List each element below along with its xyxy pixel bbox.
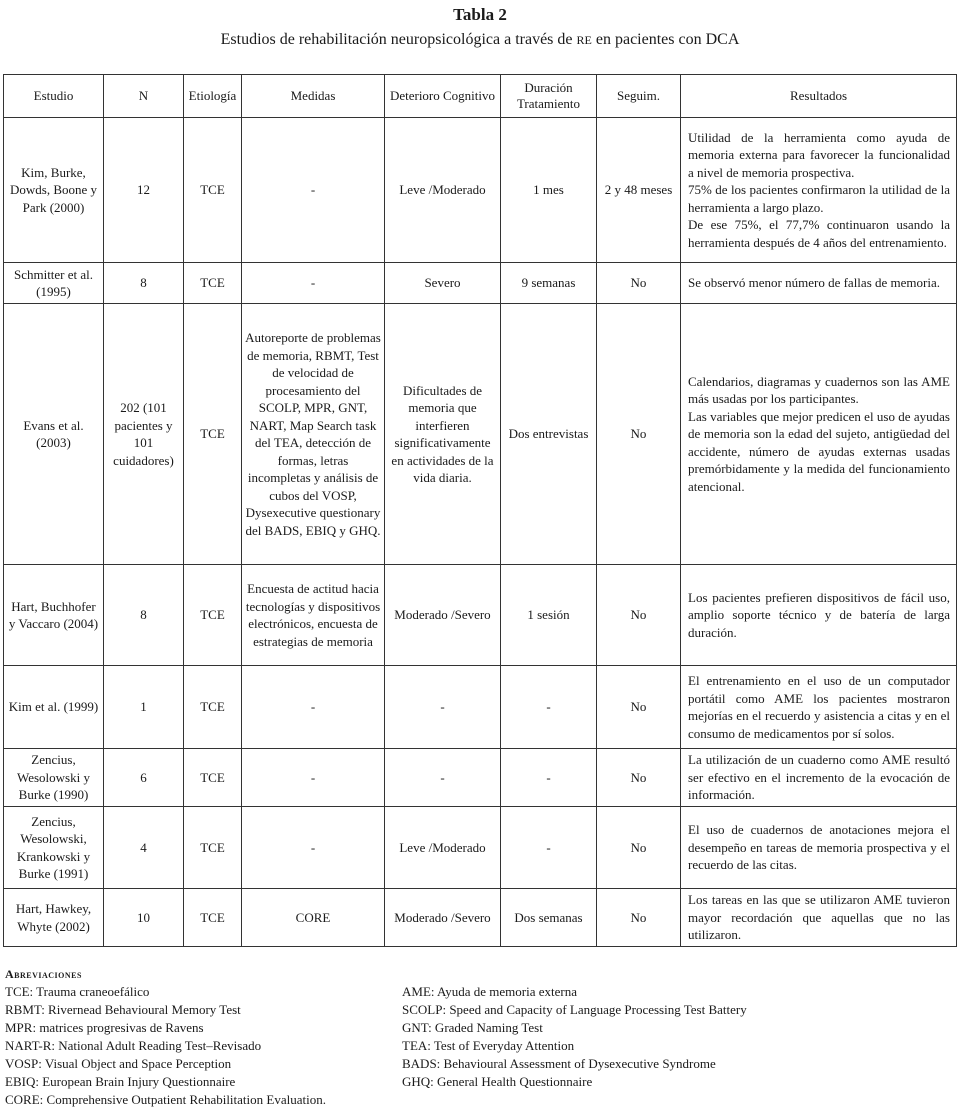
table-row <box>4 889 957 947</box>
abbreviation-item: VOSP: Visual Object and Space Perception <box>5 1056 232 1071</box>
subtitle-text-start: Estudios de rehabilitación neuropsicológica a través de <box>220 31 577 48</box>
abbreviations-title: Abreviaciones <box>5 967 82 981</box>
abbreviations-left-column <box>5 983 326 1109</box>
header-row <box>4 75 957 118</box>
cell-estudio: Evans et al. (2003) <box>4 304 104 565</box>
header-seguim: Seguim. <box>597 75 681 118</box>
abbreviation-item: SCOLP: Speed and Capacity of Language Processing Test Battery <box>402 1002 747 1017</box>
subtitle-text-end: en pacientes con DCA <box>591 31 740 48</box>
cell-seguim: No <box>597 889 681 947</box>
cell-duracion: 1 sesión <box>501 565 597 666</box>
cell-estudio: Hart, Hawkey, Whyte (2002) <box>4 889 104 947</box>
cell-seguim: No <box>597 807 681 889</box>
cell-duracion: Dos entrevistas <box>501 304 597 565</box>
cell-etiologia: TCE <box>184 565 242 666</box>
cell-etiologia: TCE <box>184 666 242 749</box>
cell-duracion: - <box>501 807 597 889</box>
cell-resultados <box>681 749 957 807</box>
cell-deterioro: - <box>385 749 501 807</box>
table-row <box>4 807 957 889</box>
table-body <box>4 118 957 947</box>
cell-n: 8 <box>104 263 184 304</box>
result-paragraph: La utilización de un cuaderno como AME resultó ser efectivo en el incremento de la evocación de información. <box>688 752 950 803</box>
abbreviations-right-column <box>402 983 747 1091</box>
result-paragraph: De ese 75%, el 77,7% continuaron usando la herramienta después de 4 años del entrenamiento. <box>688 217 950 250</box>
cell-n: 8 <box>104 565 184 666</box>
cell-medidas: - <box>242 749 385 807</box>
result-paragraph: Se observó menor número de fallas de memoria. <box>688 275 940 291</box>
cell-etiologia: TCE <box>184 118 242 263</box>
table-row <box>4 263 957 304</box>
cell-resultados <box>681 889 957 947</box>
header-etiologia: Etiología <box>184 75 242 118</box>
cell-estudio: Hart, Buchhofer y Vaccaro (2004) <box>4 565 104 666</box>
result-paragraph: Las variables que mejor predicen el uso de ayudas de memoria son la edad del sujeto, antigüedad del accidente, número de ayudas externas usadas premórbidamente y la medida del funcionamiento atencional. <box>688 408 950 494</box>
cell-n: 10 <box>104 889 184 947</box>
table-row <box>4 118 957 263</box>
cell-duracion: - <box>501 749 597 807</box>
header-estudio: Estudio <box>4 75 104 118</box>
cell-resultados <box>681 304 957 565</box>
cell-seguim: No <box>597 304 681 565</box>
header-duracion: Duración Tratamiento <box>501 75 597 118</box>
result-paragraph: El uso de cuadernos de anotaciones mejora el desempeño en tareas de memoria prospectiva y el recuerdo de las citas. <box>688 822 950 873</box>
cell-etiologia: TCE <box>184 807 242 889</box>
cell-deterioro: - <box>385 666 501 749</box>
result-paragraph: Utilidad de la herramienta como ayuda de memoria externa para favorecer la funcionalidad a nivel de memoria prospectiva. <box>688 129 950 180</box>
abbreviation-item: EBIQ: European Brain Injury Questionnaire <box>5 1074 236 1089</box>
cell-deterioro: Moderado /Severo <box>385 565 501 666</box>
abbreviation-item: CORE: Comprehensive Outpatient Rehabilitation Evaluation. <box>5 1092 326 1107</box>
cell-etiologia: TCE <box>184 889 242 947</box>
cell-resultados <box>681 666 957 749</box>
cell-seguim: No <box>597 749 681 807</box>
cell-deterioro: Moderado /Severo <box>385 889 501 947</box>
cell-n: 4 <box>104 807 184 889</box>
cell-resultados <box>681 263 957 304</box>
cell-medidas: - <box>242 118 385 263</box>
abbreviation-item: TEA: Test of Everyday Attention <box>402 1038 575 1053</box>
table-row <box>4 304 957 565</box>
table-subtitle <box>0 30 960 50</box>
table-row <box>4 565 957 666</box>
subtitle-re-abbrev: RE <box>576 33 592 47</box>
result-paragraph: 75% de los pacientes confirmaron la utilidad de la herramienta a largo plazo. <box>688 182 950 215</box>
cell-n: 202 (101 pacientes y 101 cuidadores) <box>104 304 184 565</box>
table-title: Tabla 2 <box>453 5 507 24</box>
studies-table <box>3 74 957 947</box>
cell-medidas: CORE <box>242 889 385 947</box>
cell-estudio: Zencius, Wesolowski y Burke (1990) <box>4 749 104 807</box>
cell-duracion: - <box>501 666 597 749</box>
cell-seguim: No <box>597 565 681 666</box>
cell-medidas: - <box>242 807 385 889</box>
cell-seguim: No <box>597 666 681 749</box>
result-paragraph: Los tareas en las que se utilizaron AME tuvieron mayor recordación que aquellas que no las utilizaron. <box>688 892 950 943</box>
cell-etiologia: TCE <box>184 263 242 304</box>
header-deterioro: Deterioro Cognitivo <box>385 75 501 118</box>
header-n: N <box>104 75 184 118</box>
result-paragraph: El entrenamiento en el uso de un computador portátil como AME los pacientes mostraron mejorías en el recuerdo y asistencia a citas y en el consumo de medicamentos por sí solos. <box>688 673 950 741</box>
abbreviation-item: GNT: Graded Naming Test <box>402 1020 543 1035</box>
cell-deterioro: Severo <box>385 263 501 304</box>
cell-seguim: 2 y 48 meses <box>597 118 681 263</box>
cell-estudio: Kim, Burke, Dowds, Boone y Park (2000) <box>4 118 104 263</box>
abbreviation-item: MPR: matrices progresivas de Ravens <box>5 1020 204 1035</box>
abbreviation-item: RBMT: Rivernead Behavioural Memory Test <box>5 1002 241 1017</box>
abbreviation-item: TCE: Trauma craneoefálico <box>5 984 150 999</box>
cell-etiologia: TCE <box>184 304 242 565</box>
cell-deterioro: Leve /Moderado <box>385 807 501 889</box>
cell-medidas: Autoreporte de problemas de memoria, RBMT, Test de velocidad de procesamiento del SCOLP, MPR, GNT, NART, Map Search task del TEA, detección de formas, letras incompletas y análisis de cubos del VOSP, Dysexecutive questionary del BADS, EBIQ y GHQ. <box>242 304 385 565</box>
cell-duracion: 9 semanas <box>501 263 597 304</box>
cell-duracion: Dos semanas <box>501 889 597 947</box>
abbreviation-item: NART-R: National Adult Reading Test–Revisado <box>5 1038 262 1053</box>
abbreviations-section <box>5 965 955 1107</box>
cell-estudio: Zencius, Wesolowski, Krankowski y Burke (1991) <box>4 807 104 889</box>
cell-etiologia: TCE <box>184 749 242 807</box>
result-paragraph: Calendarios, diagramas y cuadernos son las AME más usadas por los participantes. <box>688 373 950 407</box>
cell-duracion: 1 mes <box>501 118 597 263</box>
result-paragraph: Los pacientes prefieren dispositivos de fácil uso, amplio soporte técnico y de batería de larga duración. <box>688 589 950 640</box>
cell-resultados <box>681 565 957 666</box>
table-row <box>4 666 957 749</box>
abbreviation-item: BADS: Behavioural Assessment of Dysexecutive Syndrome <box>402 1056 716 1071</box>
cell-medidas: - <box>242 263 385 304</box>
table-row <box>4 749 957 807</box>
cell-medidas: - <box>242 666 385 749</box>
abbreviation-item: GHQ: General Health Questionnaire <box>402 1074 593 1089</box>
cell-deterioro: Dificultades de memoria que interfieren significativamente en actividades de la vida diaria. <box>385 304 501 565</box>
cell-medidas: Encuesta de actitud hacia tecnologías y dispositivos electrónicos, encuesta de estrategias de memoria <box>242 565 385 666</box>
cell-n: 12 <box>104 118 184 263</box>
cell-resultados <box>681 807 957 889</box>
cell-n: 1 <box>104 666 184 749</box>
cell-n: 6 <box>104 749 184 807</box>
header-medidas: Medidas <box>242 75 385 118</box>
cell-estudio: Schmitter et al. (1995) <box>4 263 104 304</box>
abbreviation-item: AME: Ayuda de memoria externa <box>402 984 577 999</box>
cell-estudio: Kim et al. (1999) <box>4 666 104 749</box>
cell-resultados <box>681 118 957 263</box>
header-resultados: Resultados <box>681 75 957 118</box>
cell-seguim: No <box>597 263 681 304</box>
cell-deterioro: Leve /Moderado <box>385 118 501 263</box>
